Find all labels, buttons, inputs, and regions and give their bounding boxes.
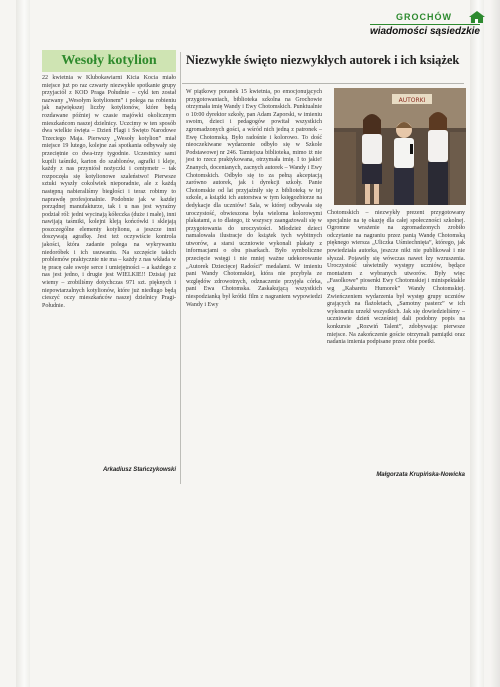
left-article-title: Wesoły kotylion [42,50,176,72]
photo-banner: AUTORKI [398,97,426,104]
page-shadow [490,0,500,687]
right-article-column-1: W piątkowy poranek 15 kwietnia, po emocjonujących przygotowaniach, biblioteka szkolna na Grochowie otrzymała imię Wandy i Ewy Chotomskich. Punktualnie o 10:00 dyrektor szkoły, pan Adam Zaporski, w imieniu swoim, dzieci i pedagogów powitał wszystkich zgromadzonych gości, a wśród nich jedną z patronek – Ewę Chotomską. Było radośnie i kolorowo. To dość nieoczekiwane wydarzenie odbyło się w Szkole Podstawowej nr 246. Tamtejsza biblioteka, mimo iż nie jest to rzecz praktykowana, otrzymała imię. I to jakie! Znanych, docenianych, zacnych autorek – Wandy i Ewy Chotomskich. Odbyło się to za pełną akceptacją zarówno autorek, jak i dyrekcji szkoły. Panie Chotomskie od lat przyjaźniły się z biblioteką w tej szkole, a książki ich autorstwa w tym księgozbiorze na dedykacje dla uczniów! Sala, w której odbywała się uroczystość, obwieszona była wieloma kolorowymi plakatami, a to dlatego, iż wszyscy zaangażowali się w przygotowania do uroczystości. Młodzież dzieci namalowała ilustracje do książek tych wybitnych utworów, a starsi uczniowie wykonali plakaty z informacjami o obu pisarkach. Było symboliczne przecięcie wstęgi i nie mniej ważne udekorowanie „Autorek Dziecięcej Radości” medalami. W imieniu pani Wandy Chotomskiej, która nie przybyła ze względów zdrowotnych, odznaczenie przyjęła córka, pani Ewa Chotomska. Zaskakującą wszystkich niespodzianką był krótki film z nagraniem wypowiedzi Wandy i Ewy [186,89,322,308]
masthead [346,10,486,40]
column-divider [180,52,181,484]
binder-edge-left [16,0,30,687]
right-article-title: Niezwykłe święto niezwykłych autorek i ich książek [186,53,460,67]
house-icon [468,10,486,24]
right-article-author: Małgorzata Krupińska-Nowicka [376,472,465,478]
left-article-body: 22 kwietnia w Klubokawiarni Kicia Kocia miało miejsce już po raz czwarty niezwykłe spotkanie grupy przyjaciół z KOD Praga Południe – cykl ten został nazwany „Wesołym kotylionem” i polega na robieniu jak największej liczby kotylionów, które będą rozdawane później w czasie majówki okolicznym mieszkańcom naszej dzielnicy. Uczcimy w ten sposób dwa wielkie święta – Dzień Flagi i Święto Narodowe Trzeciego Maja. Pierwszy „Wesoły kotylion” miał miejsce 19 lutego, kolejne zaś spotkania odbywały się przeciętnie co dwa-trzy tygodnie. Uczestnicy sami kupili taśmiki, karton do szablonów, agrafki i kleje, każdy z nas przyniósł nożyczki i centymetr – tak rozpoczęła się kotylionowe szaleństwo! Pierwsze sztuki wyszły cokolwiek nieporadnie, ale z każdą następną nabieraliśmy biegłości i teraz robimy to naprawdę profesjonalnie. Podobnie jak w każdej porządnej manufakturze, tak i u nas jest wyraźny podział ról: jedni wycinają kółeczka (duże i małe), inni nawijają taśmiki, kolejni kleją końcówki i sklejają poszczególne elementy kotylionu, a jeszcze inni doszywają agrafkę. Jest też oczywiście kontrola jakości, która zadanie polega na wykrywaniu niedoróbek i ich usuwaniu. Na szczęście takich problemów praktycznie nie ma – każdy z nas wkłada w tę pracę całe swoje serce i umiejętności – a każdego z nas jest jedno, i drugie jest WIELKIE!! Dzisiaj już wiemy – zrobiliśmy dotychczas 971 szt. pięknych i niepowtarzalnych kotylionów, które już niedługo będą cieszyć oczy mieszkańców naszej dzielnicy Pragi-Południe. [42,75,176,309]
left-article-author: Arkadiusz Stańczykowski [102,467,176,473]
left-article [42,50,176,482]
masthead-bottom: wiadomości sąsiedzkie [369,26,480,37]
right-article-column-2: Chotomskich – niezwykły prezent przygotowany specjalnie na tę okazję dla całej społeczności szkolnej. Ogromne wrażenie na zgromadzonych zrobiło odczytanie na nagraniu przez panią Wandę Chotomską pięknego wiersza „Uliczka Uśmiechnięta”, którego, jak powiedziała autorka, jeszcze nikt nie publikował i nie słyszał. Pojawiły się wówczas nawet łzy wzruszenia. Uroczystość uświetniły występy uczniów, będące montażem z wybranych utworów. Były więc „Fasolkowe” piosenki Ewy Chotomskiej i minispektakle wg „Kabaretu Humorek” Wandy Chotomskiej. Zwieńczeniem wydarzenia był występ grupy uczniów grających na flażoletach, „Samotny pasterz” w ich wykonaniu urzekł wszystkich. Jak się dowiedzieliśmy – uczniowie dzień wcześniej dali podobny popis na konkursie „Rozwiń Talent”, zdobywając pierwsze miejsce. Na zakończenie goście otrzymali pamiątki oraz nadania imienia podpisane przez obie poetki. [327,210,465,346]
title-rule [182,83,464,84]
binder-edge-right [470,0,484,687]
event-photo [334,88,466,205]
masthead-top: GROCHÓW [396,12,452,22]
